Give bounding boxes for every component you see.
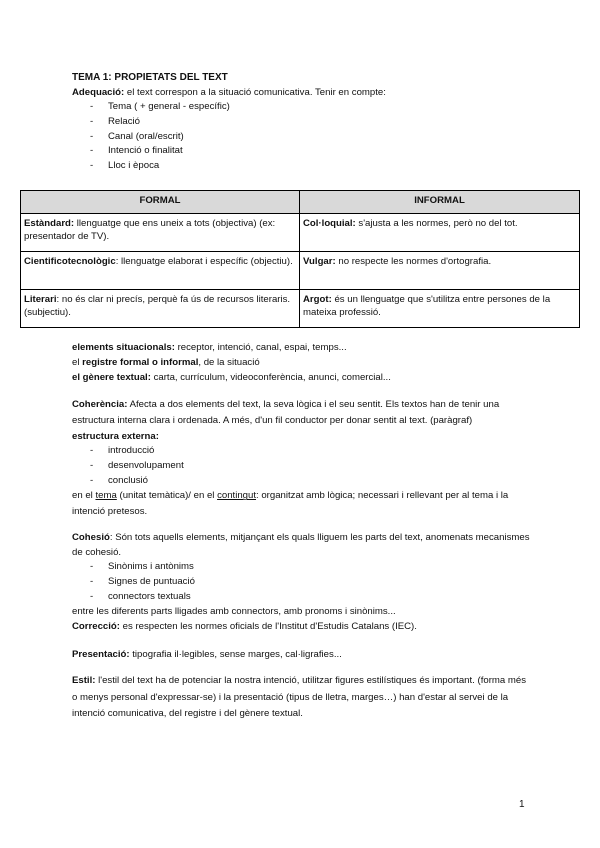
cell-text: : llenguatge elaborat i específic (objectiu).: [115, 256, 293, 267]
cohesio-section: [72, 530, 532, 634]
list-item: - Intenció o finalitat: [72, 144, 532, 159]
registre-pre: el: [72, 357, 83, 368]
correccio-text: es respecten les normes oficials de l'Institut d'Estudis Catalans (IEC).: [119, 621, 417, 633]
adequacio-section: [72, 85, 532, 174]
table-cell: [300, 290, 580, 328]
cell-text: no respecte les normes d'ortografia.: [335, 256, 492, 267]
table-cell: [21, 214, 300, 252]
elements-line: [72, 340, 532, 355]
genere-label: el gènere textual:: [72, 372, 151, 383]
cell-label: Literari: [24, 294, 57, 305]
elements-label: elements situacionals:: [72, 342, 175, 353]
genere-line: [72, 370, 532, 385]
table-cell: [21, 290, 300, 328]
cohesio-paragraph: [72, 530, 532, 560]
list-item: - Relació: [72, 115, 532, 130]
table-row: [21, 214, 580, 252]
contingut-word: contingut: [217, 490, 257, 502]
cell-text: llenguatge que ens uneix a tots (objectiva) (ex: presentador de TV).: [24, 218, 276, 242]
cell-text: s'ajusta a les normes, però no del tot.: [355, 218, 518, 229]
cell-label: Vulgar:: [303, 256, 336, 267]
correccio-line: [72, 619, 532, 634]
presentacio-label: Presentació:: [72, 649, 130, 660]
table-header-row: [21, 191, 580, 214]
list-item: - Sinònims i antònims: [72, 560, 532, 575]
registre-text: , de la situació: [198, 357, 260, 368]
cell-label: Cientificotecnològic: [24, 256, 116, 267]
cell-text: : no és clar ni precís, perquè fa ús de recursos literaris. (subjectiu).: [24, 294, 291, 318]
list-item: - conclusió: [72, 474, 532, 489]
estructura-label: estructura externa:: [72, 431, 159, 442]
tema-text: : organitzat amb lògica; necessari i rellevant per al tema i la intenció pretesos.: [72, 490, 509, 517]
list-item: - desenvolupament: [72, 459, 532, 474]
table-cell: [300, 252, 580, 290]
table-cell: [300, 214, 580, 252]
cohesio-after: entre les diferents parts lligades amb connectors, amb pronoms i sinònims...: [72, 606, 396, 618]
elements-section: [72, 340, 532, 385]
registre-line: [72, 355, 532, 370]
cohesio-list: [72, 560, 532, 604]
estil-label: Estil:: [72, 675, 96, 686]
list-item: - Canal (oral/escrit): [72, 130, 532, 145]
tema-paragraph: [72, 488, 532, 519]
cell-label: Col·loquial:: [303, 218, 356, 229]
cell-text: és un llenguatge que s'utilitza entre persones de la mateixa professió.: [303, 294, 551, 318]
list-item: - introducció: [72, 444, 532, 459]
list-item: - Tema ( + general - específic): [72, 100, 532, 115]
cohesio-text: : Són tots aquells elements, mitjançant els quals lliguem les parts del text, anomenats mecanismes de cohesió.: [72, 532, 530, 558]
tema-word: tema: [95, 490, 117, 502]
adequacio-text: el text correspon a la situació comunicativa. Tenir en compte:: [124, 87, 386, 98]
table-cell: [21, 252, 300, 290]
register-table: [20, 190, 580, 328]
header-formal: FORMAL: [21, 191, 300, 214]
tema-pre: en el: [72, 490, 96, 502]
cohesio-label: Cohesió: [72, 532, 110, 543]
adequacio-intro: [72, 85, 532, 100]
coherencia-section: [72, 397, 532, 519]
table-row: [21, 290, 580, 328]
page-number: 1: [519, 799, 525, 810]
coherencia-label: Coherència:: [72, 399, 128, 410]
correccio-label: Correcció:: [72, 621, 120, 633]
list-item: - connectors textuals: [72, 590, 532, 605]
page-title: TEMA 1: PROPIETATS DEL TEXT: [72, 72, 228, 83]
adequacio-list: [72, 100, 532, 174]
cell-label: Estàndard:: [24, 218, 75, 229]
list-item: - Signes de puntuació: [72, 575, 532, 590]
header-informal: INFORMAL: [300, 191, 580, 214]
estil-section: [72, 673, 532, 723]
genere-text: carta, currículum, videoconferència, anunci, comercial...: [150, 372, 391, 383]
presentacio-text: tipografia il·legibles, sense marges, cal·ligrafies...: [129, 649, 342, 660]
estil-text: l'estil del text ha de potenciar la nostra intenció, utilitzar figures estilístiques és important. (forma més o menys personal d'expressar-se) i la presentació (tipus de lletra, marges…) han d'estar al servei de la intenció comunicativa, del registre i del gènere textual.: [72, 675, 527, 719]
elements-text: receptor, intenció, canal, espai, temps...: [174, 342, 347, 353]
estructura-list: [72, 444, 532, 488]
list-item: - Lloc i època: [72, 159, 532, 174]
cell-label: Argot:: [303, 294, 332, 305]
table-row: [21, 252, 580, 290]
registre-label: registre formal o informal: [82, 357, 199, 368]
presentacio-section: [72, 647, 532, 662]
adequacio-label: Adequació:: [72, 87, 125, 98]
tema-mid: (unitat temàtica)/ en el: [116, 490, 218, 502]
coherencia-paragraph: [72, 397, 532, 429]
coherencia-text: Afecta a dos elements del text, la seva lògica i el seu sentit. Els textos han de tenir una estructura interna clara i ordenada. A més, d'un fil conductor per donar sentit al text. (paràgraf): [72, 399, 500, 426]
